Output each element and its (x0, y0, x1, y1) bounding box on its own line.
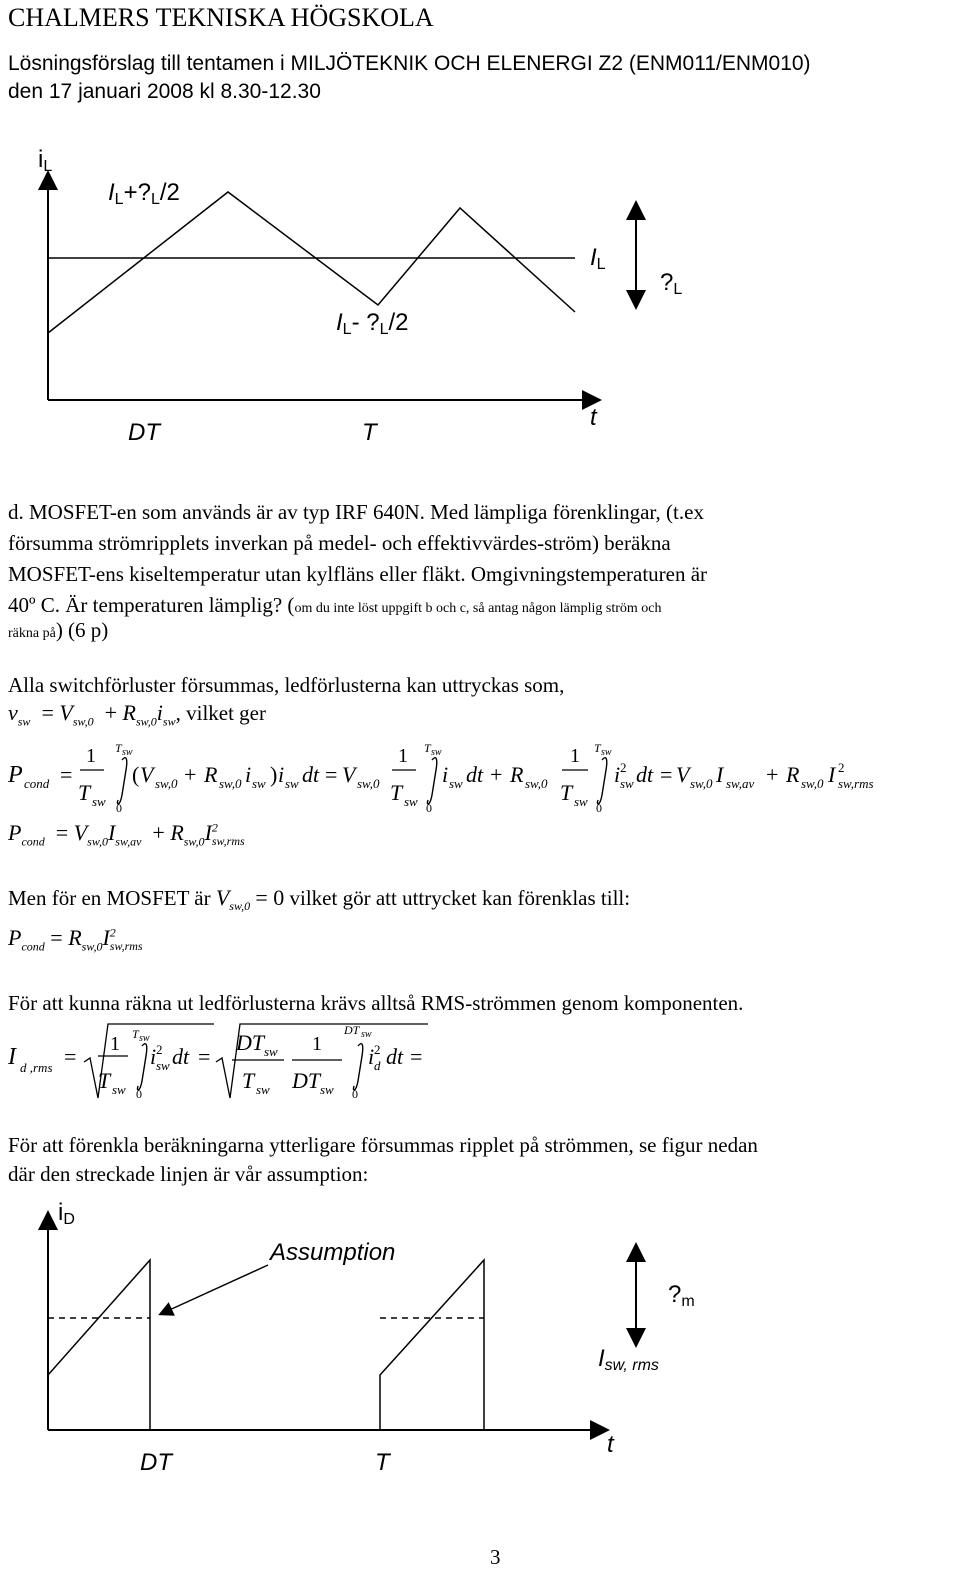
section-d-line-4: 40º C. Är temperaturen lämplig? (om du inte löst uppgift b och c, så antag någon lämplig ström och (8, 593, 662, 617)
svg-text:=: = (660, 762, 673, 787)
y-axis-label: iD (58, 1199, 75, 1228)
svg-text:0: 0 (352, 1087, 358, 1101)
svg-text:): ) (270, 762, 278, 787)
ripple-waveform (48, 192, 575, 333)
x-label-DT: DT (128, 419, 160, 446)
x-label-t: t (590, 404, 597, 431)
svg-text:R: R (786, 762, 800, 787)
svg-text:sw,0: sw,0 (219, 776, 242, 791)
svg-text:1: 1 (86, 745, 96, 767)
school-name: CHALMERS TEKNISKA HÖGSKOLA (8, 3, 434, 32)
svg-text:DT: DT (344, 1023, 360, 1037)
svg-text:i: i (150, 1044, 157, 1069)
svg-text:sw,0: sw,0 (525, 776, 548, 791)
svg-text:=: = (410, 1044, 423, 1069)
pcond-result-equation: $P_{cond} = V_{sw,0}I_{sw,av} + R_{sw,0}I^2_{sw,rms}$ (8, 820, 245, 849)
rms-needed-text: För att kunna räkna ut ledförlusterna krävs alltså RMS-strömmen genom komponenten. (8, 991, 744, 1015)
svg-text:1: 1 (312, 1033, 322, 1055)
svg-text:sw: sw (252, 776, 266, 791)
section-d-line-5: räkna på) (6 p) (8, 618, 109, 642)
mosfet-statement: Men för en MOSFET är $V_{sw,0} = 0$ vilket gör att uttrycket kan förenklas till: (8, 885, 631, 914)
svg-text:DT: DT (292, 1068, 321, 1093)
svg-text:P: P (8, 762, 23, 788)
svg-text:d ,rms: d ,rms (20, 1060, 53, 1075)
svg-text:T: T (132, 1027, 139, 1041)
assumption-label: Assumption (270, 1239, 396, 1266)
section-d-line-1: d. MOSFET-en som används är av typ IRF 640N. Med lämpliga förenklingar, (t.ex (8, 500, 704, 524)
section-d-line-3: MOSFET-ens kiseltemperatur utan kylfläns eller fläkt. Omgivningstemperaturen är (8, 562, 708, 586)
current-pulse-1 (48, 1260, 150, 1430)
x-label-T: T (375, 1449, 390, 1476)
inductor-current-figure (0, 140, 960, 470)
svg-text:sw: sw (122, 747, 133, 758)
svg-text:=: = (64, 1044, 77, 1069)
valley-label: IL- ?L/2 (336, 309, 409, 338)
svg-text:sw,0: sw,0 (357, 776, 380, 791)
svg-text:I: I (828, 762, 836, 787)
svg-text:i: i (278, 762, 285, 787)
pcond-simplified-equation: $P_{cond} = R_{sw,0}I^2_{sw,rms}$ (8, 925, 143, 954)
svg-text:=: = (60, 762, 73, 787)
document-date: den 17 januari 2008 kl 8.30-12.30 (8, 80, 321, 103)
x-label-t: t (607, 1431, 614, 1458)
assumption-arrow (165, 1265, 268, 1312)
svg-text:+: + (766, 762, 779, 787)
svg-text:1: 1 (570, 745, 580, 767)
page-number: 3 (490, 1545, 501, 1569)
svg-text:=: = (325, 762, 338, 787)
svg-text:sw,av: sw,av (726, 776, 755, 791)
x-label-DT: DT (140, 1449, 172, 1476)
svg-text:(: ( (132, 762, 140, 787)
svg-text:V: V (676, 762, 690, 787)
svg-text:0: 0 (596, 801, 602, 815)
svg-text:dt: dt (636, 762, 654, 787)
svg-text:T: T (390, 780, 403, 805)
svg-text:sw: sw (156, 1058, 170, 1073)
svg-text:+: + (184, 762, 197, 787)
svg-text:dt: dt (386, 1044, 404, 1069)
current-pulse-2 (380, 1260, 484, 1430)
svg-text:T: T (98, 1068, 111, 1093)
svg-text:2: 2 (838, 760, 845, 775)
svg-text:sw: sw (256, 1082, 270, 1097)
svg-text:sw: sw (139, 1033, 150, 1044)
svg-text:sw: sw (92, 794, 106, 809)
svg-text:sw: sw (449, 776, 463, 791)
svg-text:sw: sw (431, 747, 442, 758)
svg-text:sw: sw (320, 1082, 334, 1097)
svg-text:2: 2 (374, 1042, 381, 1057)
y-axis-label: iL (38, 146, 53, 175)
simplify-text-line-1: För att förenkla beräkningarna ytterligare försummas ripplet på strömmen, se figur nedan (8, 1133, 758, 1157)
svg-text:T: T (560, 780, 573, 805)
svg-text:0: 0 (136, 1087, 142, 1101)
svg-text:sw: sw (404, 794, 418, 809)
svg-text:T: T (78, 780, 91, 805)
svg-text:I: I (8, 1044, 16, 1070)
svg-text:0: 0 (116, 801, 122, 815)
svg-text:DT: DT (236, 1030, 265, 1055)
svg-text:sw: sw (285, 776, 299, 791)
voltage-equation: $v_{sw} = V_{sw,0} + R_{sw,0}i_{sw}$, vilket ger (8, 700, 266, 729)
svg-text:2: 2 (620, 760, 627, 775)
svg-text:sw: sw (112, 1082, 126, 1097)
svg-text:0: 0 (426, 801, 432, 815)
average-label: IL (590, 244, 606, 273)
svg-text:i: i (614, 762, 621, 787)
svg-text:V: V (140, 762, 154, 787)
svg-text:sw,0: sw,0 (155, 776, 178, 791)
svg-text:d: d (374, 1058, 381, 1073)
svg-text:=: = (198, 1044, 211, 1069)
svg-text:sw: sw (620, 776, 634, 791)
svg-text:+: + (490, 762, 503, 787)
svg-text:1: 1 (398, 745, 408, 767)
svg-text:cond: cond (24, 776, 50, 791)
svg-text:sw,0: sw,0 (690, 776, 713, 791)
svg-text:dt: dt (172, 1044, 190, 1069)
svg-text:i: i (442, 762, 449, 787)
rms-label: Isw, rms (598, 1345, 659, 1374)
svg-text:i: i (245, 762, 252, 787)
svg-text:sw,rms: sw,rms (838, 776, 874, 791)
svg-text:T: T (594, 741, 601, 755)
svg-text:1: 1 (110, 1033, 120, 1055)
section-d-line-2: försumma strömripplets inverkan på medel- och effektivvärdes-ström) beräkna (8, 531, 671, 555)
svg-text:V: V (342, 762, 356, 787)
svg-text:T: T (424, 741, 431, 755)
svg-text:i: i (368, 1044, 375, 1069)
ripple-label: ?L (660, 269, 683, 298)
svg-text:I: I (716, 762, 724, 787)
simplify-text-line-2: där den streckade linjen är vår assumption: (8, 1162, 369, 1186)
svg-text:dt: dt (302, 762, 320, 787)
svg-text:T: T (115, 741, 122, 755)
svg-text:sw: sw (264, 1044, 278, 1059)
switch-losses-text: Alla switchförluster försummas, ledförlusterna kan uttryckas som, (8, 673, 565, 697)
document-title: Lösningsförslag till tentamen i MILJÖTEKNIK OCH ELENERGI Z2 (ENM011/ENM010) (8, 52, 811, 75)
diode-current-figure (0, 1195, 960, 1495)
svg-text:R: R (510, 762, 524, 787)
svg-text:sw,0: sw,0 (801, 776, 824, 791)
ripple-label: ?m (668, 1281, 695, 1310)
svg-text:T: T (242, 1068, 255, 1093)
id-rms-equation (0, 1015, 960, 1110)
x-label-T: T (362, 419, 377, 446)
svg-text:dt: dt (466, 762, 484, 787)
svg-text:sw: sw (574, 794, 588, 809)
svg-text:sw: sw (361, 1029, 372, 1040)
svg-text:R: R (204, 762, 218, 787)
svg-text:2: 2 (156, 1042, 163, 1057)
peak-label: IL+?L/2 (108, 179, 180, 208)
pcond-integral-equation (0, 735, 960, 815)
svg-text:sw: sw (601, 747, 612, 758)
